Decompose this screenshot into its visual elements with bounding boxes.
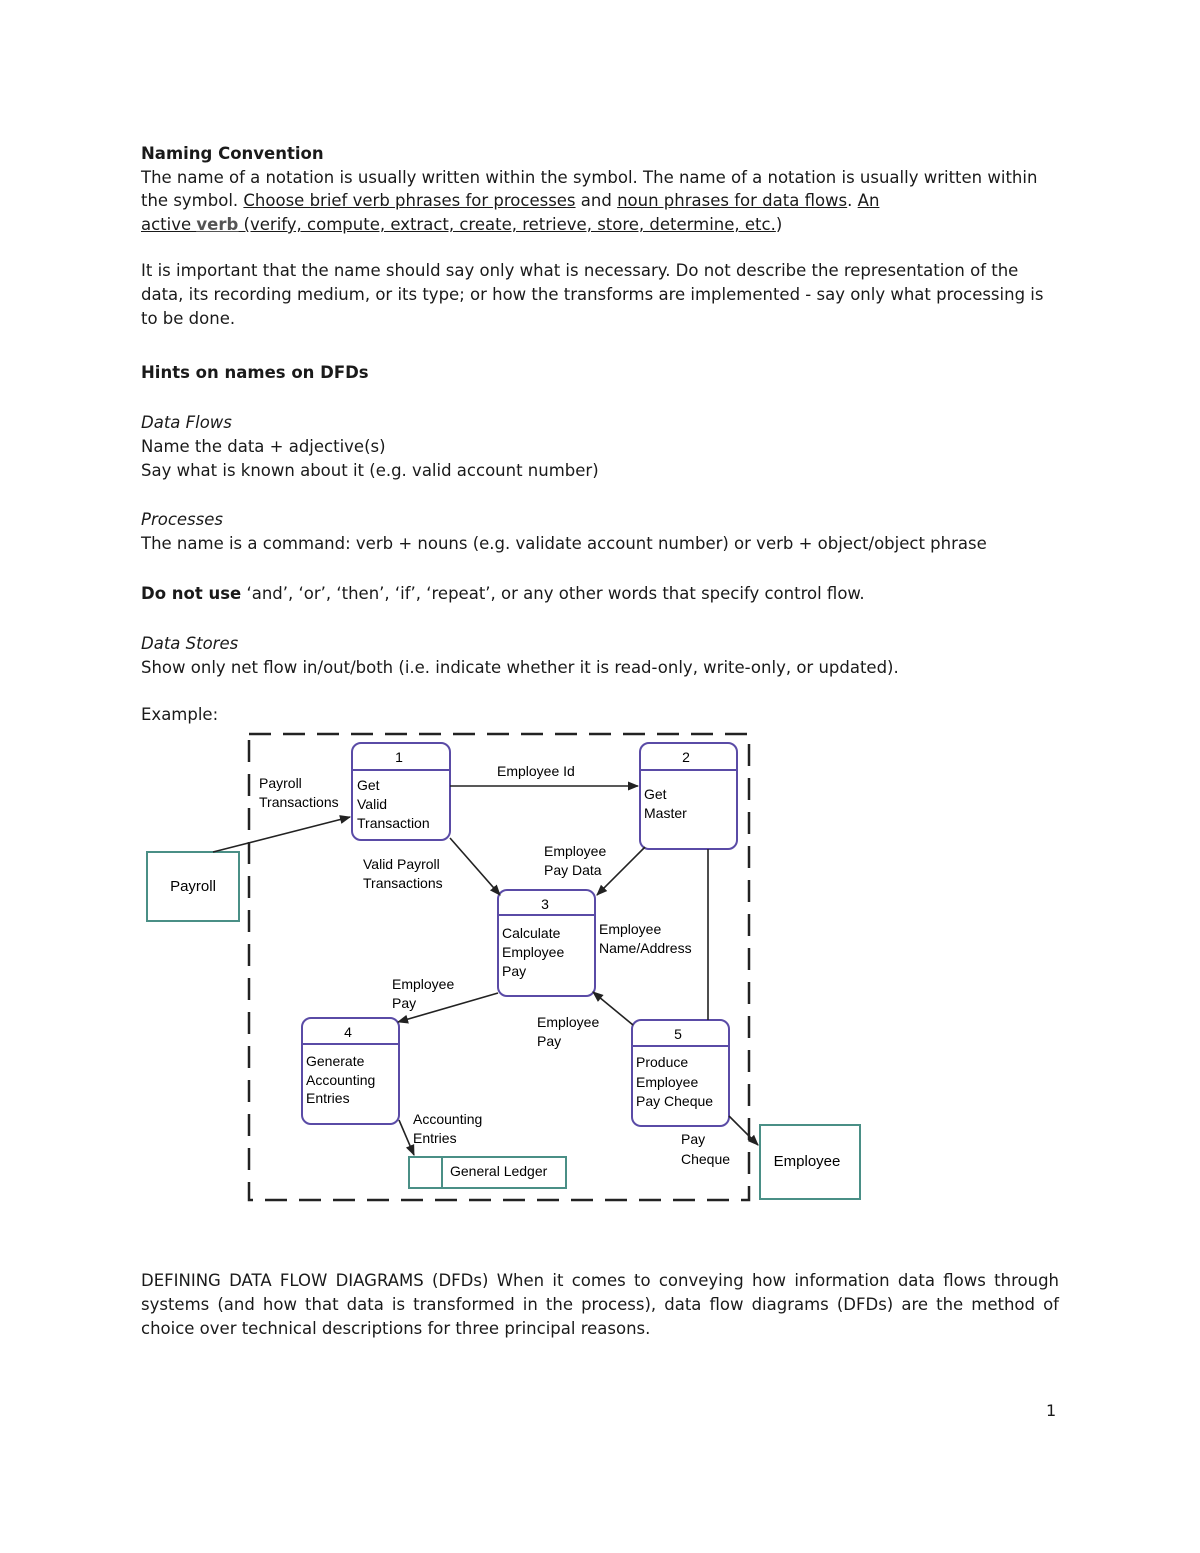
process-5-number: 5: [674, 1026, 682, 1042]
dfd-diagram: [140, 728, 870, 1208]
external-entity-payroll: [147, 852, 239, 921]
do-not-use-rest: ‘and’, ‘or’, ‘then’, ‘if’, ‘repeat’, or any other words that specify control flow.: [241, 584, 865, 603]
flow-payroll-to-1: [213, 817, 350, 852]
process-2-number: 2: [682, 749, 690, 765]
data-store-label: General Ledger: [450, 1163, 548, 1179]
an-link[interactable]: An: [857, 191, 880, 210]
process-5-line: Pay Cheque: [636, 1093, 714, 1109]
data-store-general-ledger: [409, 1157, 566, 1188]
text-segment: the symbol.: [141, 191, 244, 210]
process-1-line: Transaction: [357, 815, 430, 831]
process-4-line: Accounting: [306, 1072, 376, 1088]
process-2-line: Get: [644, 786, 667, 802]
flow-label-valid-payroll: Valid Payroll: [363, 856, 440, 872]
flow-label-accounting-entries: Accounting: [413, 1111, 483, 1127]
heading-hints: Hints on names on DFDs: [141, 363, 369, 382]
paragraph-defining-dfds: DEFINING DATA FLOW DIAGRAMS (DFDs) When it comes to conveying how information data flows through systems (and how that data is transformed in the process), data flow diagrams (DFDs) are the method of choice over technical descriptions for three principal reasons.: [141, 1271, 1059, 1338]
verb-bold-link[interactable]: verb: [196, 215, 239, 234]
process-1-line: Valid: [357, 796, 388, 812]
data-stores-line1: Show only net flow in/out/both (i.e. indicate whether it is read-only, write-only, or updated).: [141, 658, 899, 677]
external-entity-employee: [760, 1125, 860, 1199]
process-5-line: Produce: [636, 1054, 689, 1070]
text-segment: .: [847, 191, 858, 210]
process-3-number: 3: [541, 896, 549, 912]
flow-label-employee-pay-4: Pay: [392, 995, 417, 1011]
flow-label-employee-pay-5: Pay: [537, 1033, 562, 1049]
text-segment: ): [775, 215, 783, 234]
paragraph-important: It is important that the name should say only what is necessary. Do not describe the representation of the data, its recording medium, or its type; or how the transforms are implemented - say only what processing is to be done.: [141, 261, 1044, 328]
external-employee-label: Employee: [773, 1153, 841, 1170]
flow-label-employee-pay-4: Employee: [392, 976, 455, 992]
process-4-line: Entries: [306, 1090, 350, 1106]
data-flows-line1: Name the data + adjective(s): [141, 437, 386, 456]
process-1: [352, 743, 450, 840]
process-2: [640, 743, 737, 849]
verb-examples-link[interactable]: (verify, compute, extract, create, retrieve, store, determine, etc.: [238, 215, 776, 234]
flow-label-employee-id: Employee Id: [497, 763, 575, 779]
data-flows-line2: Say what is known about it (e.g. valid account number): [141, 461, 599, 480]
process-1-line: Get: [357, 777, 380, 793]
process-4-number: 4: [344, 1024, 352, 1040]
flow-1-to-3: [450, 838, 500, 895]
text-segment: and: [575, 191, 618, 210]
paragraph-naming-line2: [141, 189, 1059, 213]
page-number: 1: [1046, 1401, 1057, 1420]
flow-label-pay-cheque: Pay: [681, 1131, 706, 1147]
process-5-line: Employee: [636, 1074, 699, 1090]
external-payroll-label: Payroll: [170, 878, 216, 895]
noun-phrases-link[interactable]: noun phrases for data flows: [617, 191, 848, 210]
subheading-processes: Processes: [141, 510, 223, 529]
flow-label-accounting-entries: Entries: [413, 1130, 457, 1146]
heading-naming-convention: Naming Convention: [141, 144, 324, 163]
process-4-line: Generate: [306, 1053, 365, 1069]
paragraph-naming-line1: The name of a notation is usually written within the symbol. The name of a notation is usually written within: [141, 168, 1038, 187]
flow-label-employee-name-address: Employee: [599, 921, 662, 937]
process-2-line: Master: [644, 805, 687, 821]
subheading-data-stores: Data Stores: [141, 634, 239, 653]
flow-4-to-ledger: [399, 1120, 414, 1155]
processes-line1: The name is a command: verb + nouns (e.g. validate account number) or verb + object/object phrase: [141, 534, 987, 553]
process-5: [632, 1020, 729, 1126]
do-not-use-bold: Do not use: [141, 584, 242, 603]
verb-phrases-link[interactable]: Choose brief verb phrases for processes: [243, 191, 576, 210]
example-label: Example:: [141, 705, 219, 724]
flow-label-employee-pay-5: Employee: [537, 1014, 600, 1030]
paragraph-naming-line3: [141, 213, 1059, 237]
process-3-line: Employee: [502, 944, 565, 960]
process-3-line: Calculate: [502, 925, 561, 941]
subheading-data-flows: Data Flows: [141, 413, 232, 432]
flow-label-valid-payroll: Transactions: [363, 875, 443, 891]
do-not-use-line: [141, 582, 1059, 606]
active-verb-link-start[interactable]: active: [141, 215, 197, 234]
flow-5-to-employee: [729, 1116, 758, 1145]
flow-label-pay-cheque: Cheque: [681, 1151, 731, 1167]
process-1-number: 1: [395, 749, 403, 765]
process-4: [302, 1018, 399, 1124]
flow-label-payroll-transactions: Transactions: [259, 794, 339, 810]
process-3: [498, 890, 595, 996]
flow-label-payroll-transactions: Payroll: [259, 775, 302, 791]
flow-label-employee-pay-data: Employee: [544, 843, 607, 859]
flow-label-employee-pay-data: Pay Data: [544, 862, 602, 878]
process-3-line: Pay: [502, 963, 527, 979]
flow-label-employee-name-address: Name/Address: [599, 940, 692, 956]
